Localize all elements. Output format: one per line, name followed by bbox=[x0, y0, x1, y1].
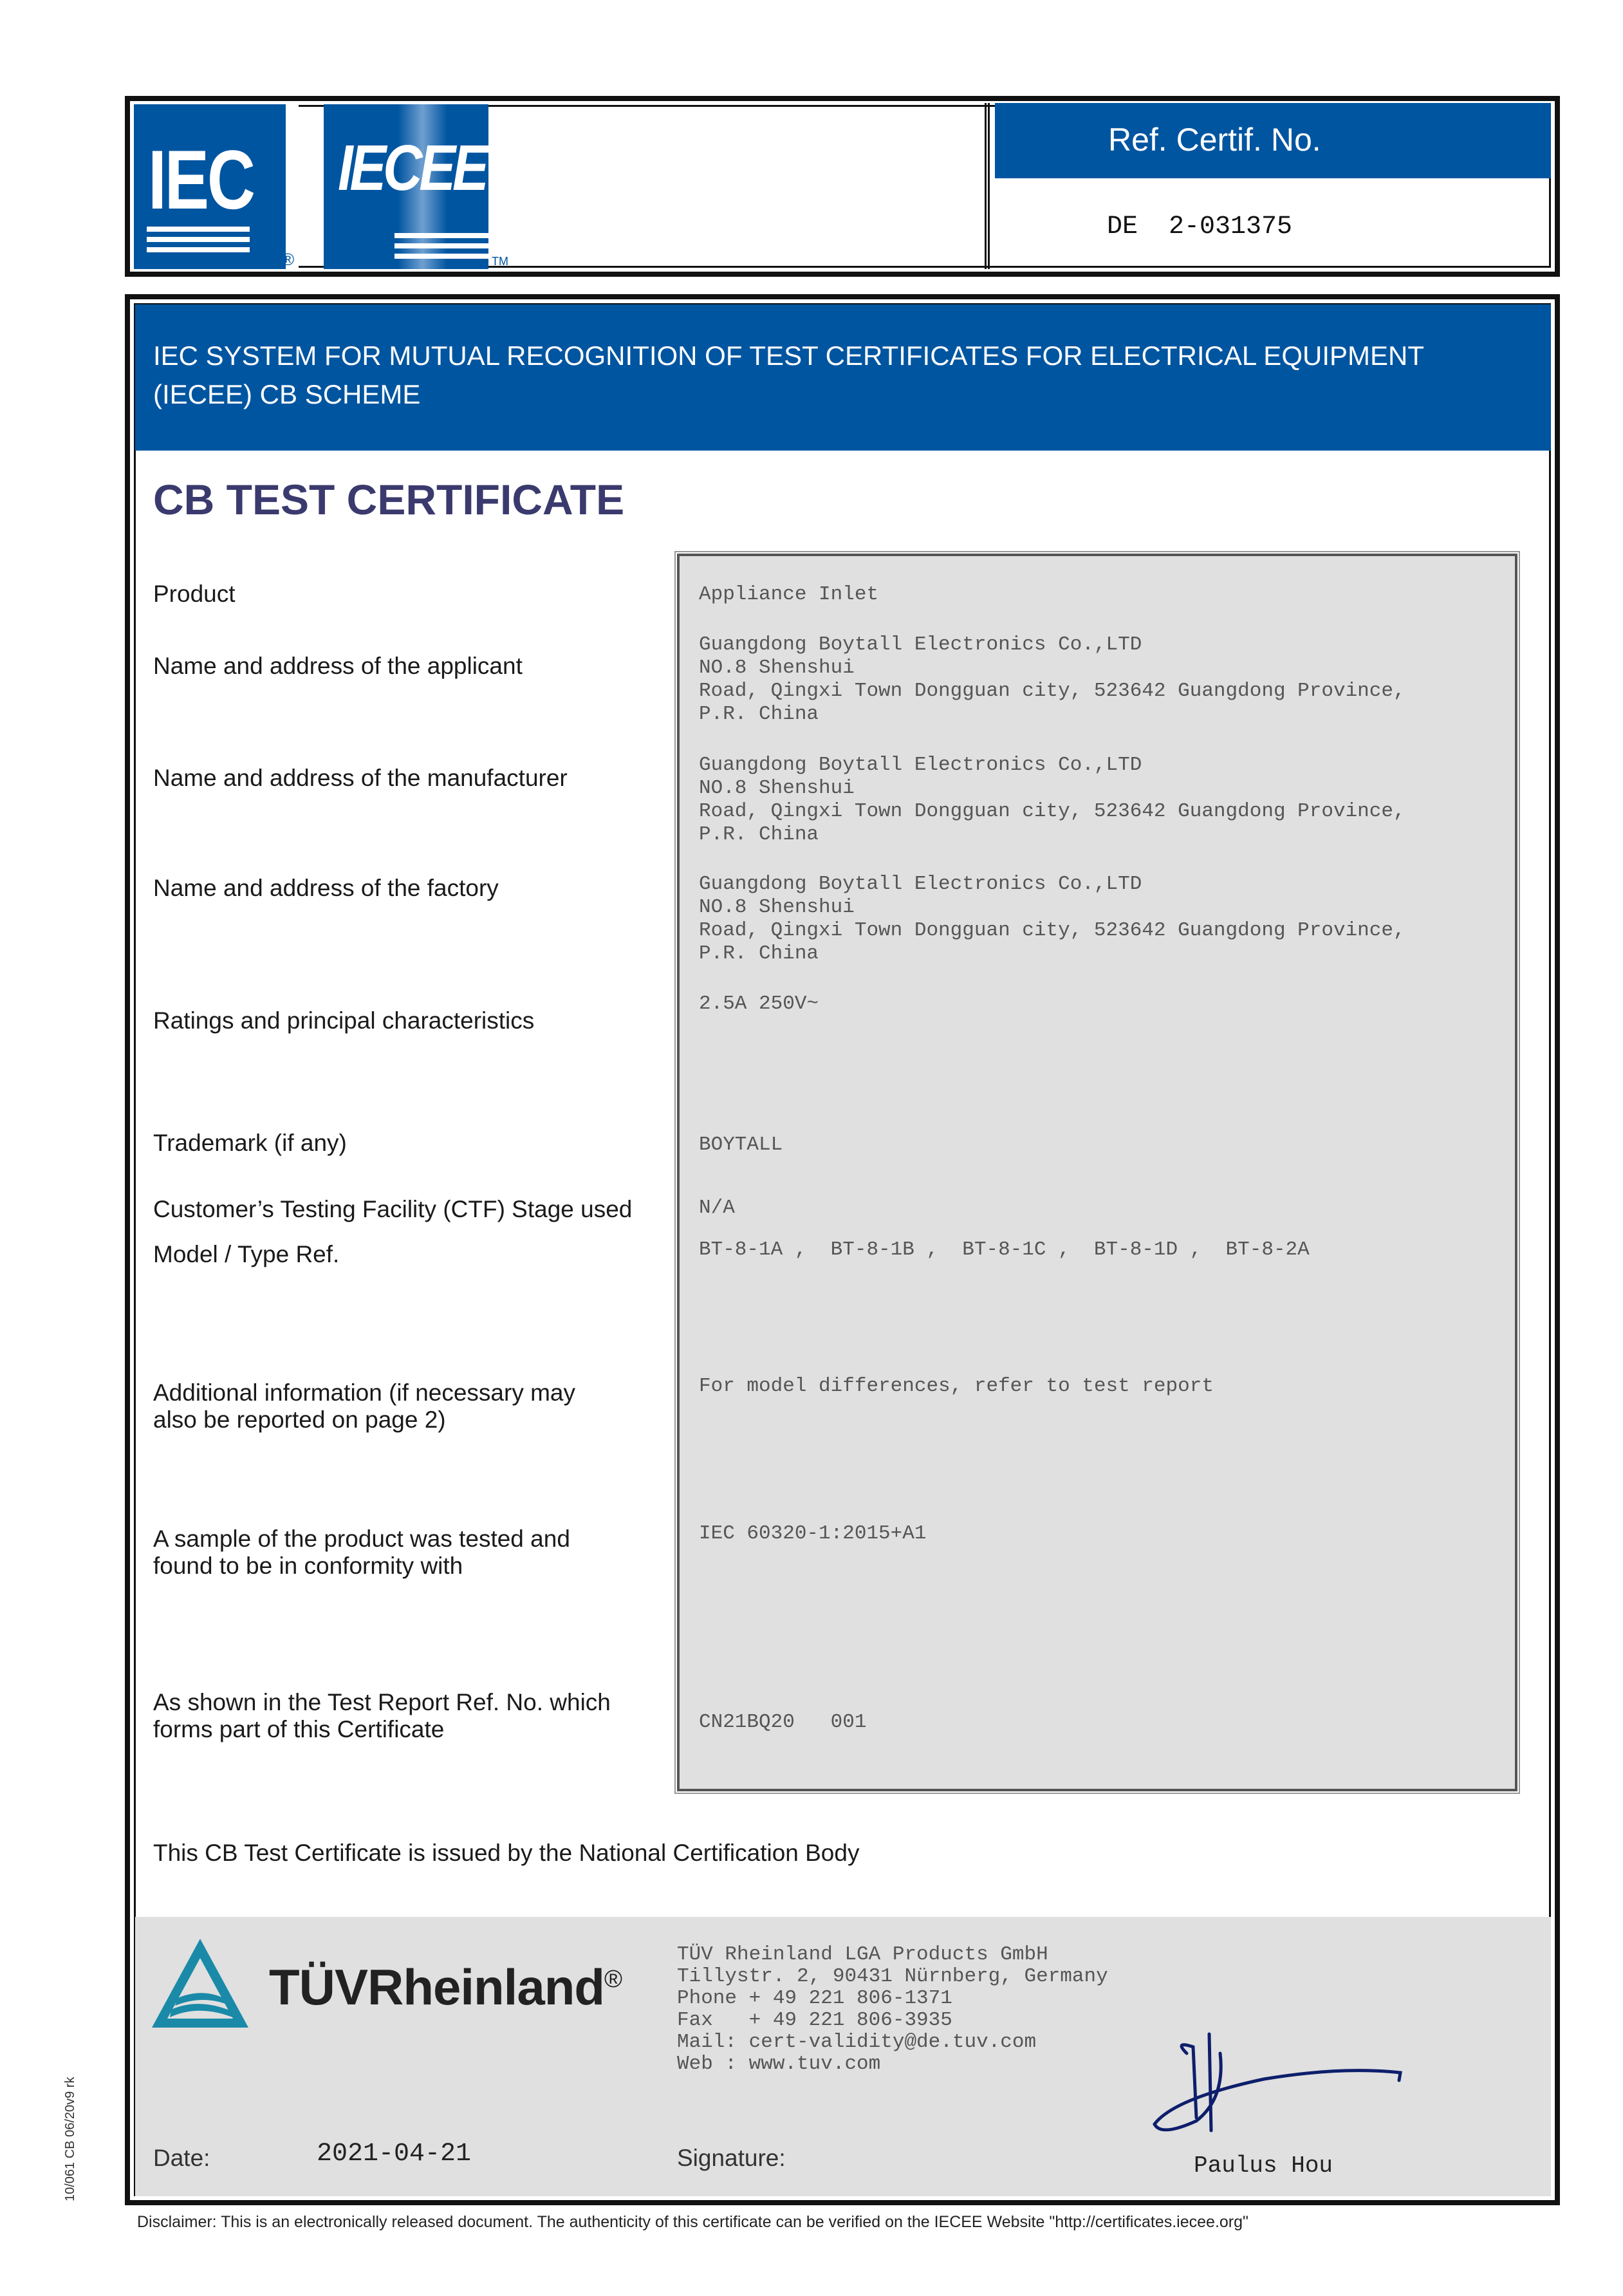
field-label: Trademark (if any) bbox=[153, 1130, 347, 1156]
ref-label-box bbox=[995, 103, 1551, 178]
disclaimer: Disclaimer: This is an electronically released document. The authenticity of this certificate can be verified on the IECEE Website "http://certificates.iecee.org" bbox=[137, 2213, 1248, 2231]
field-label: Name and address of the manufacturer bbox=[153, 765, 568, 791]
values-panel bbox=[677, 554, 1517, 1791]
field-label: Name and address of the applicant bbox=[153, 653, 523, 679]
field-label: Additional information (if necessary may also be reported on page 2) bbox=[153, 1379, 576, 1433]
field-value: IEC 60320-1:2015+A1 bbox=[699, 1522, 927, 1545]
field-label: Ratings and principal characteristics bbox=[153, 1007, 535, 1034]
field-value: Guangdong Boytall Electronics Co.,LTD NO.8 Shenshui Road, Qingxi Town Dongguan city, 523642 Guangdong Province, P.R. China bbox=[699, 754, 1405, 846]
field-value: N/A bbox=[699, 1197, 735, 1219]
ncb-address: TÜV Rheinland LGA Products GmbH Tillystr. 2, 90431 Nürnberg, Germany Phone + 49 221 806-1371 Fax + 49 221 806-3935 Mail: cert-validity@de.tuv.com Web : www.tuv.com bbox=[677, 1943, 1108, 2075]
field-label: Name and address of the factory bbox=[153, 875, 499, 901]
field-value: CN21BQ20 001 bbox=[699, 1711, 867, 1733]
issued-by-text: This CB Test Certificate is issued by the National Certification Body bbox=[153, 1840, 860, 1866]
field-value: Guangdong Boytall Electronics Co.,LTD NO.8 Shenshui Road, Qingxi Town Dongguan city, 523642 Guangdong Province, P.R. China bbox=[699, 873, 1405, 965]
iecee-logo: IECEE bbox=[324, 104, 488, 269]
date-value: 2021-04-21 bbox=[317, 2140, 472, 2169]
iec-logo: IEC ® bbox=[134, 104, 299, 269]
signature-label: Signature: bbox=[677, 2145, 786, 2171]
field-value: Guangdong Boytall Electronics Co.,LTD NO.8 Shenshui Road, Qingxi Town Dongguan city, 523642 Guangdong Province, P.R. China bbox=[699, 633, 1405, 725]
tuv-triangle-logo bbox=[152, 1939, 248, 2030]
field-value: For model differences, refer to test report bbox=[699, 1375, 1214, 1397]
field-value: 2.5A 250V~ bbox=[699, 993, 819, 1015]
field-value: BOYTALL bbox=[699, 1134, 783, 1156]
signature-image bbox=[1148, 2028, 1412, 2137]
ref-label: Ref. Certif. No. bbox=[1108, 122, 1321, 158]
field-label: As shown in the Test Report Ref. No. which forms part of this Certificate bbox=[153, 1689, 611, 1742]
ref-number: DE 2-031375 bbox=[1107, 212, 1293, 241]
field-label: A sample of the product was tested and found to be in conformity with bbox=[153, 1526, 570, 1579]
field-label: Customer’s Testing Facility (CTF) Stage used bbox=[153, 1196, 633, 1222]
date-label: Date: bbox=[153, 2145, 210, 2171]
field-label: Model / Type Ref. bbox=[153, 1241, 340, 1267]
page-title: CB TEST CERTIFICATE bbox=[153, 476, 625, 523]
form-code: 10/061 CB 06/20v9 rk bbox=[63, 2077, 77, 2201]
field-value: BT-8-1A , BT-8-1B , BT-8-1C , BT-8-1D , BT-8-2A bbox=[699, 1238, 1310, 1261]
signer-name: Paulus Hou bbox=[1194, 2152, 1333, 2179]
tuv-logo-text: TÜVRheinland® bbox=[269, 1959, 622, 2015]
scheme-banner: IEC SYSTEM FOR MUTUAL RECOGNITION OF TEST CERTIFICATES FOR ELECTRICAL EQUIPMENT (IECEE) CB SCHEME bbox=[135, 304, 1551, 451]
field-label: Product bbox=[153, 581, 236, 607]
field-value: Appliance Inlet bbox=[699, 583, 879, 606]
